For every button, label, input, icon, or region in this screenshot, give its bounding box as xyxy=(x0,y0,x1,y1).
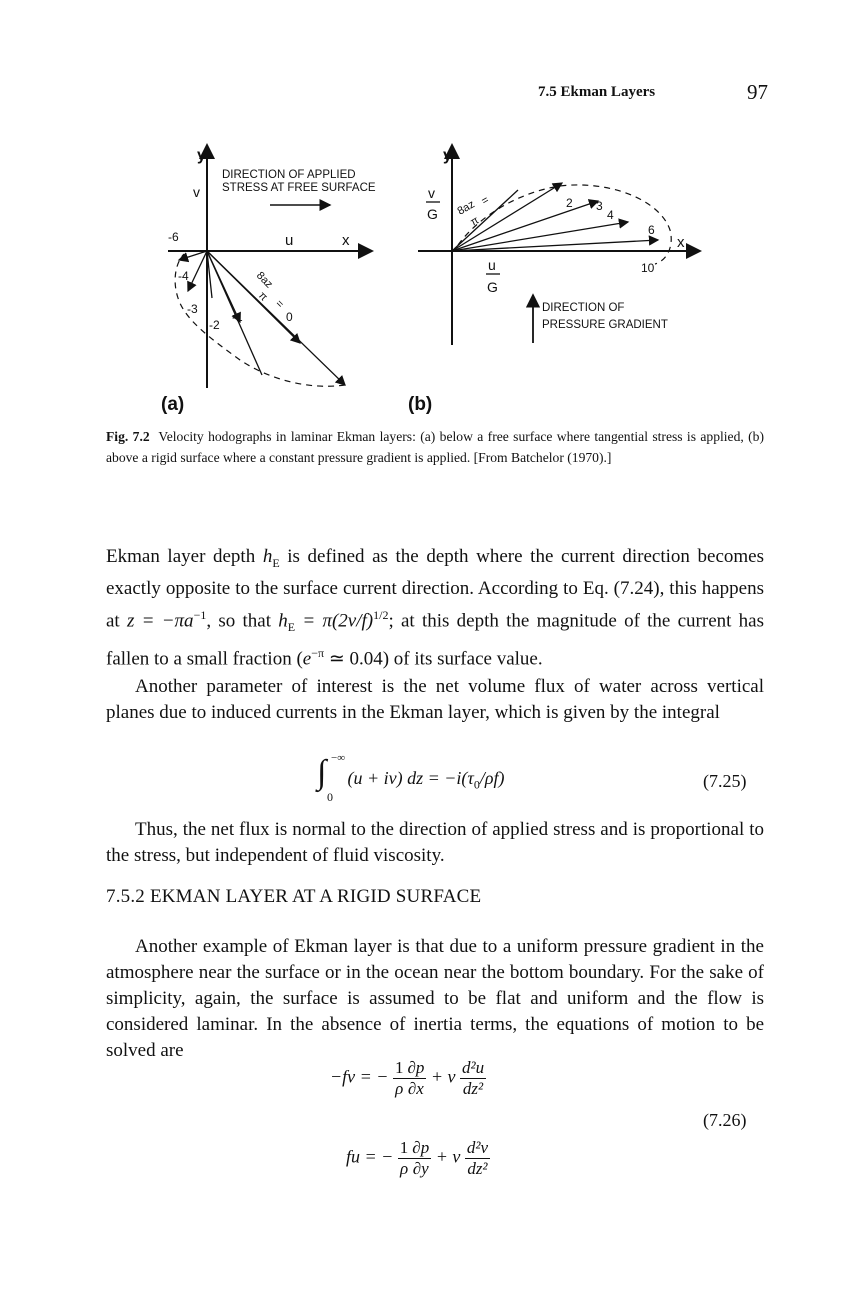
v-over-g-num: v xyxy=(428,185,435,201)
equation-number-7-25: (7.25) xyxy=(703,771,747,791)
v-over-g-den: G xyxy=(427,206,438,222)
val-a-1: -1 xyxy=(232,310,243,324)
val-a-2: -2 xyxy=(209,318,220,332)
equation-number-7-26: (7.26) xyxy=(703,1110,747,1130)
section-header: 7.5 Ekman Layers xyxy=(538,84,656,100)
u-over-g-num: u xyxy=(488,257,496,273)
val-a-3: -3 xyxy=(187,302,198,316)
val-a-0: 0 xyxy=(286,310,293,324)
x-label-a: x xyxy=(342,232,350,249)
val-b-2: 2 xyxy=(566,196,573,210)
y-label-a: y xyxy=(197,147,206,164)
panel-b-label: (b) xyxy=(408,394,433,415)
val-a-6: -6 xyxy=(168,230,179,244)
curve-label-a-1: 8az xyxy=(253,269,275,291)
vector-a-5 xyxy=(188,251,207,291)
vector-a-1 xyxy=(207,251,300,343)
gradient-note-1: DIRECTION OF xyxy=(542,302,625,314)
paragraph-ekman-depth: Ekman layer depth $h_E$ is defined as the depth where the current direction becomes exactly opposite to the surface current direction. According to Eq. (7.24), this happens at $z = -\pi a^{-1}$, so that $h_E = \pi(2\nu/f)^{1/2}$; at this depth the magnitude of the current has fallen to a small fraction ($e^{-\pi}$ ≃ 0.04) of its surface value. xyxy=(106,546,765,670)
val-b-3: 3 xyxy=(596,199,603,213)
v-label-a: v xyxy=(193,184,200,200)
velocity-hodograph-figure xyxy=(0,120,864,420)
page-number: 97 xyxy=(747,80,768,104)
caption-text: Velocity hodographs in laminar Ekman layers: (a) below a free surface where tangential stress is applied, (b) above a rigid surface where a constant pressure gradient is applied. [From Batchelor (1970).] xyxy=(106,429,765,465)
u-over-g-den: G xyxy=(487,279,498,295)
caption-label: Fig. 7.2 xyxy=(106,429,150,444)
vector-b-2 xyxy=(452,183,562,251)
curve-label-b-2: π xyxy=(468,214,482,229)
val-b-10: 10 xyxy=(641,261,655,275)
paragraph-volume-flux: Another parameter of interest is the net volume flux of water across vertical planes due to induced currents in the Ekman layer, which is given by the integral xyxy=(106,676,764,723)
equation-7-25: ∫ −∞ 0 (u + iv) dz = $-i(\tau_0/\rho f)$ xyxy=(317,752,505,804)
gradient-note-2: PRESSURE GRADIENT xyxy=(542,319,668,331)
u-label-a: u xyxy=(285,232,294,249)
paragraph-net-flux: Thus, the net flux is normal to the direction of applied stress and is proportional to the stress, but independent of fluid viscosity. xyxy=(106,819,764,866)
x-label-b: x xyxy=(677,234,685,251)
spiral-b xyxy=(455,185,671,264)
paragraph-rigid-surface: Another example of Ekman layer is that due to a uniform pressure gradient in the atmosphere near the surface or in the ocean near the bottom boundary. For the sake of simplicity, again, the surface is assumed to be flat and uniform and the flow is considered laminar. In the absence of inertia terms, the equations of motion to be solved are xyxy=(106,936,764,1061)
equation-7-26-line2: fu = − $\frac{1}{\rho}$ $\frac{\partial p}{\partial y}$ + ν $\frac{\text{d²v}}{\text{dz²}}$ xyxy=(346,1138,488,1178)
curve-label-a-2: π xyxy=(255,289,270,304)
curve-label-a-3: = xyxy=(272,297,286,311)
curve-label-b-1: 8az xyxy=(455,198,477,218)
equation-7-26-line1: −fv = − $\frac{1}{\rho}$ $\frac{\partial p}{\partial x}$ + ν $\frac{\text{d²u}}{\text{dz²}}$ xyxy=(330,1058,485,1098)
panel-a-label: (a) xyxy=(161,394,185,415)
val-b-4: 4 xyxy=(607,208,614,222)
curve-label-b-3: = xyxy=(479,193,492,208)
running-header xyxy=(538,80,768,110)
panel-b xyxy=(408,145,700,415)
y-label-b: y xyxy=(443,147,452,164)
stress-note-1: DIRECTION OF APPLIED xyxy=(222,169,356,181)
section-title: 7.5.2 EKMAN LAYER AT A RIGID SURFACE xyxy=(106,886,482,907)
val-b-6: 6 xyxy=(648,223,655,237)
val-a-4: -4 xyxy=(178,269,189,283)
panel-a xyxy=(161,145,376,415)
stress-note-2: STRESS AT FREE SURFACE xyxy=(222,182,376,194)
figure-caption xyxy=(106,426,764,468)
